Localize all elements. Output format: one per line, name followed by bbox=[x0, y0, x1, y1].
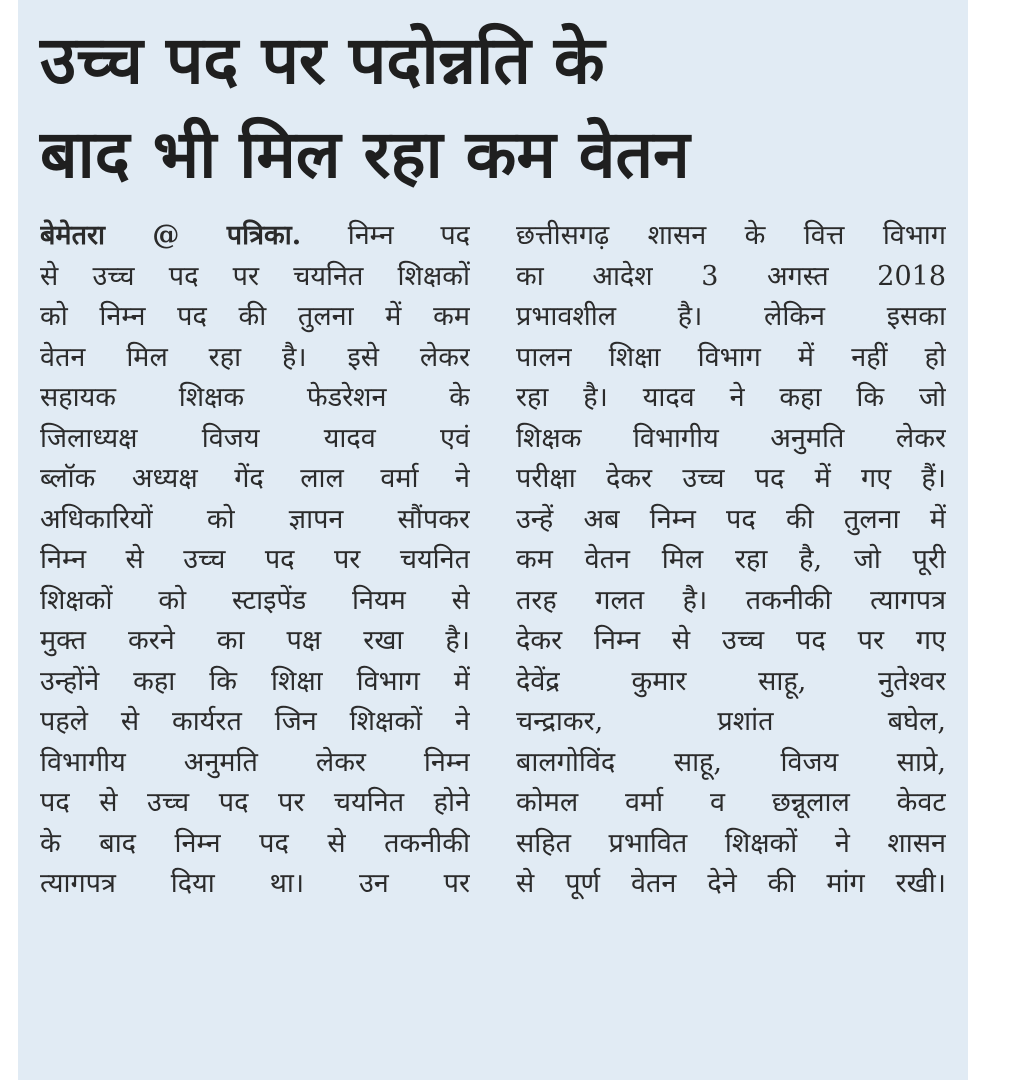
article-body bbox=[40, 216, 946, 905]
article-column-right bbox=[516, 216, 946, 905]
body-text-line: निम्न से उच्च पद पर चयनित bbox=[40, 544, 470, 575]
body-text-line: उन्हें अब निम्न पद की तुलना में bbox=[516, 503, 946, 535]
body-text-line: कोमल वर्मा व छन्नूलाल केवट bbox=[516, 787, 946, 818]
body-text-line: तरह गलत है। तकनीकी त्यागपत्र bbox=[516, 584, 946, 616]
body-text-line: जिलाध्यक्ष विजय यादव एवं bbox=[40, 422, 470, 454]
body-text-line: रहा है। यादव ने कहा कि जो bbox=[516, 382, 946, 413]
newspaper-clipping bbox=[18, 0, 968, 1080]
body-text-line: देवेंद्र कुमार साहू, नुतेश्वर bbox=[516, 665, 946, 697]
body-text-line: का आदेश 3 अगस्त 2018 bbox=[516, 260, 946, 292]
body-text-line: शिक्षकों को स्टाइपेंड नियम से bbox=[40, 584, 470, 616]
dateline: बेमेतरा @ पत्रिका. bbox=[40, 220, 302, 251]
first-line bbox=[40, 216, 470, 257]
body-text-line: पहले से कार्यरत जिन शिक्षकों ने bbox=[40, 706, 470, 737]
body-text-line: त्यागपत्र दिया था। उन पर bbox=[40, 868, 470, 899]
body-text-line: बालगोविंद साहू, विजय साप्रे, bbox=[516, 746, 946, 778]
body-text-line: के बाद निम्न पद से तकनीकी bbox=[40, 827, 470, 859]
body-text-line: को निम्न पद की तुलना में कम bbox=[40, 301, 470, 332]
body-text-line: मुक्त करने का पक्ष रखा है। bbox=[40, 625, 470, 656]
headline-line-1: उच्च पद पर पदोन्नति के bbox=[40, 22, 605, 99]
body-text-line: परीक्षा देकर उच्च पद में गए हैं। bbox=[516, 463, 946, 494]
body-text-line: प्रभावशील है। लेकिन इसका bbox=[516, 301, 946, 332]
body-text-line: विभागीय अनुमति लेकर निम्न bbox=[40, 746, 470, 778]
body-text: निम्न पद bbox=[347, 220, 470, 251]
body-text-line: छत्तीसगढ़ शासन के वित्त विभाग bbox=[516, 220, 946, 251]
article-column-left bbox=[40, 216, 470, 905]
body-text-line: ब्लॉक अध्यक्ष गेंद लाल वर्मा ने bbox=[40, 463, 470, 494]
body-text-line: देकर निम्न से उच्च पद पर गए bbox=[516, 625, 946, 656]
body-text-line: से उच्च पद पर चयनित शिक्षकों bbox=[40, 260, 470, 292]
headline-line-2: बाद भी मिल रहा कम वेतन bbox=[40, 116, 690, 193]
body-text-line: चन्द्राकर, प्रशांत बघेल, bbox=[516, 706, 946, 737]
body-text-line: अधिकारियों को ज्ञापन सौंपकर bbox=[40, 503, 470, 535]
body-text-line: पालन शिक्षा विभाग में नहीं हो bbox=[516, 341, 946, 373]
body-text-line: वेतन मिल रहा है। इसे लेकर bbox=[40, 341, 470, 373]
body-text-line: सहायक शिक्षक फेडरेशन के bbox=[40, 382, 470, 413]
headline bbox=[40, 14, 946, 202]
body-text-line: शिक्षक विभागीय अनुमति लेकर bbox=[516, 422, 946, 454]
body-text-line: से पूर्ण वेतन देने की मांग रखी। bbox=[516, 868, 946, 899]
body-text-line: उन्होंने कहा कि शिक्षा विभाग में bbox=[40, 665, 470, 697]
body-text-line: पद से उच्च पद पर चयनित होने bbox=[40, 787, 470, 818]
body-text-line: कम वेतन मिल रहा है, जो पूरी bbox=[516, 544, 946, 575]
body-text-line: सहित प्रभावित शिक्षकों ने शासन bbox=[516, 827, 946, 859]
